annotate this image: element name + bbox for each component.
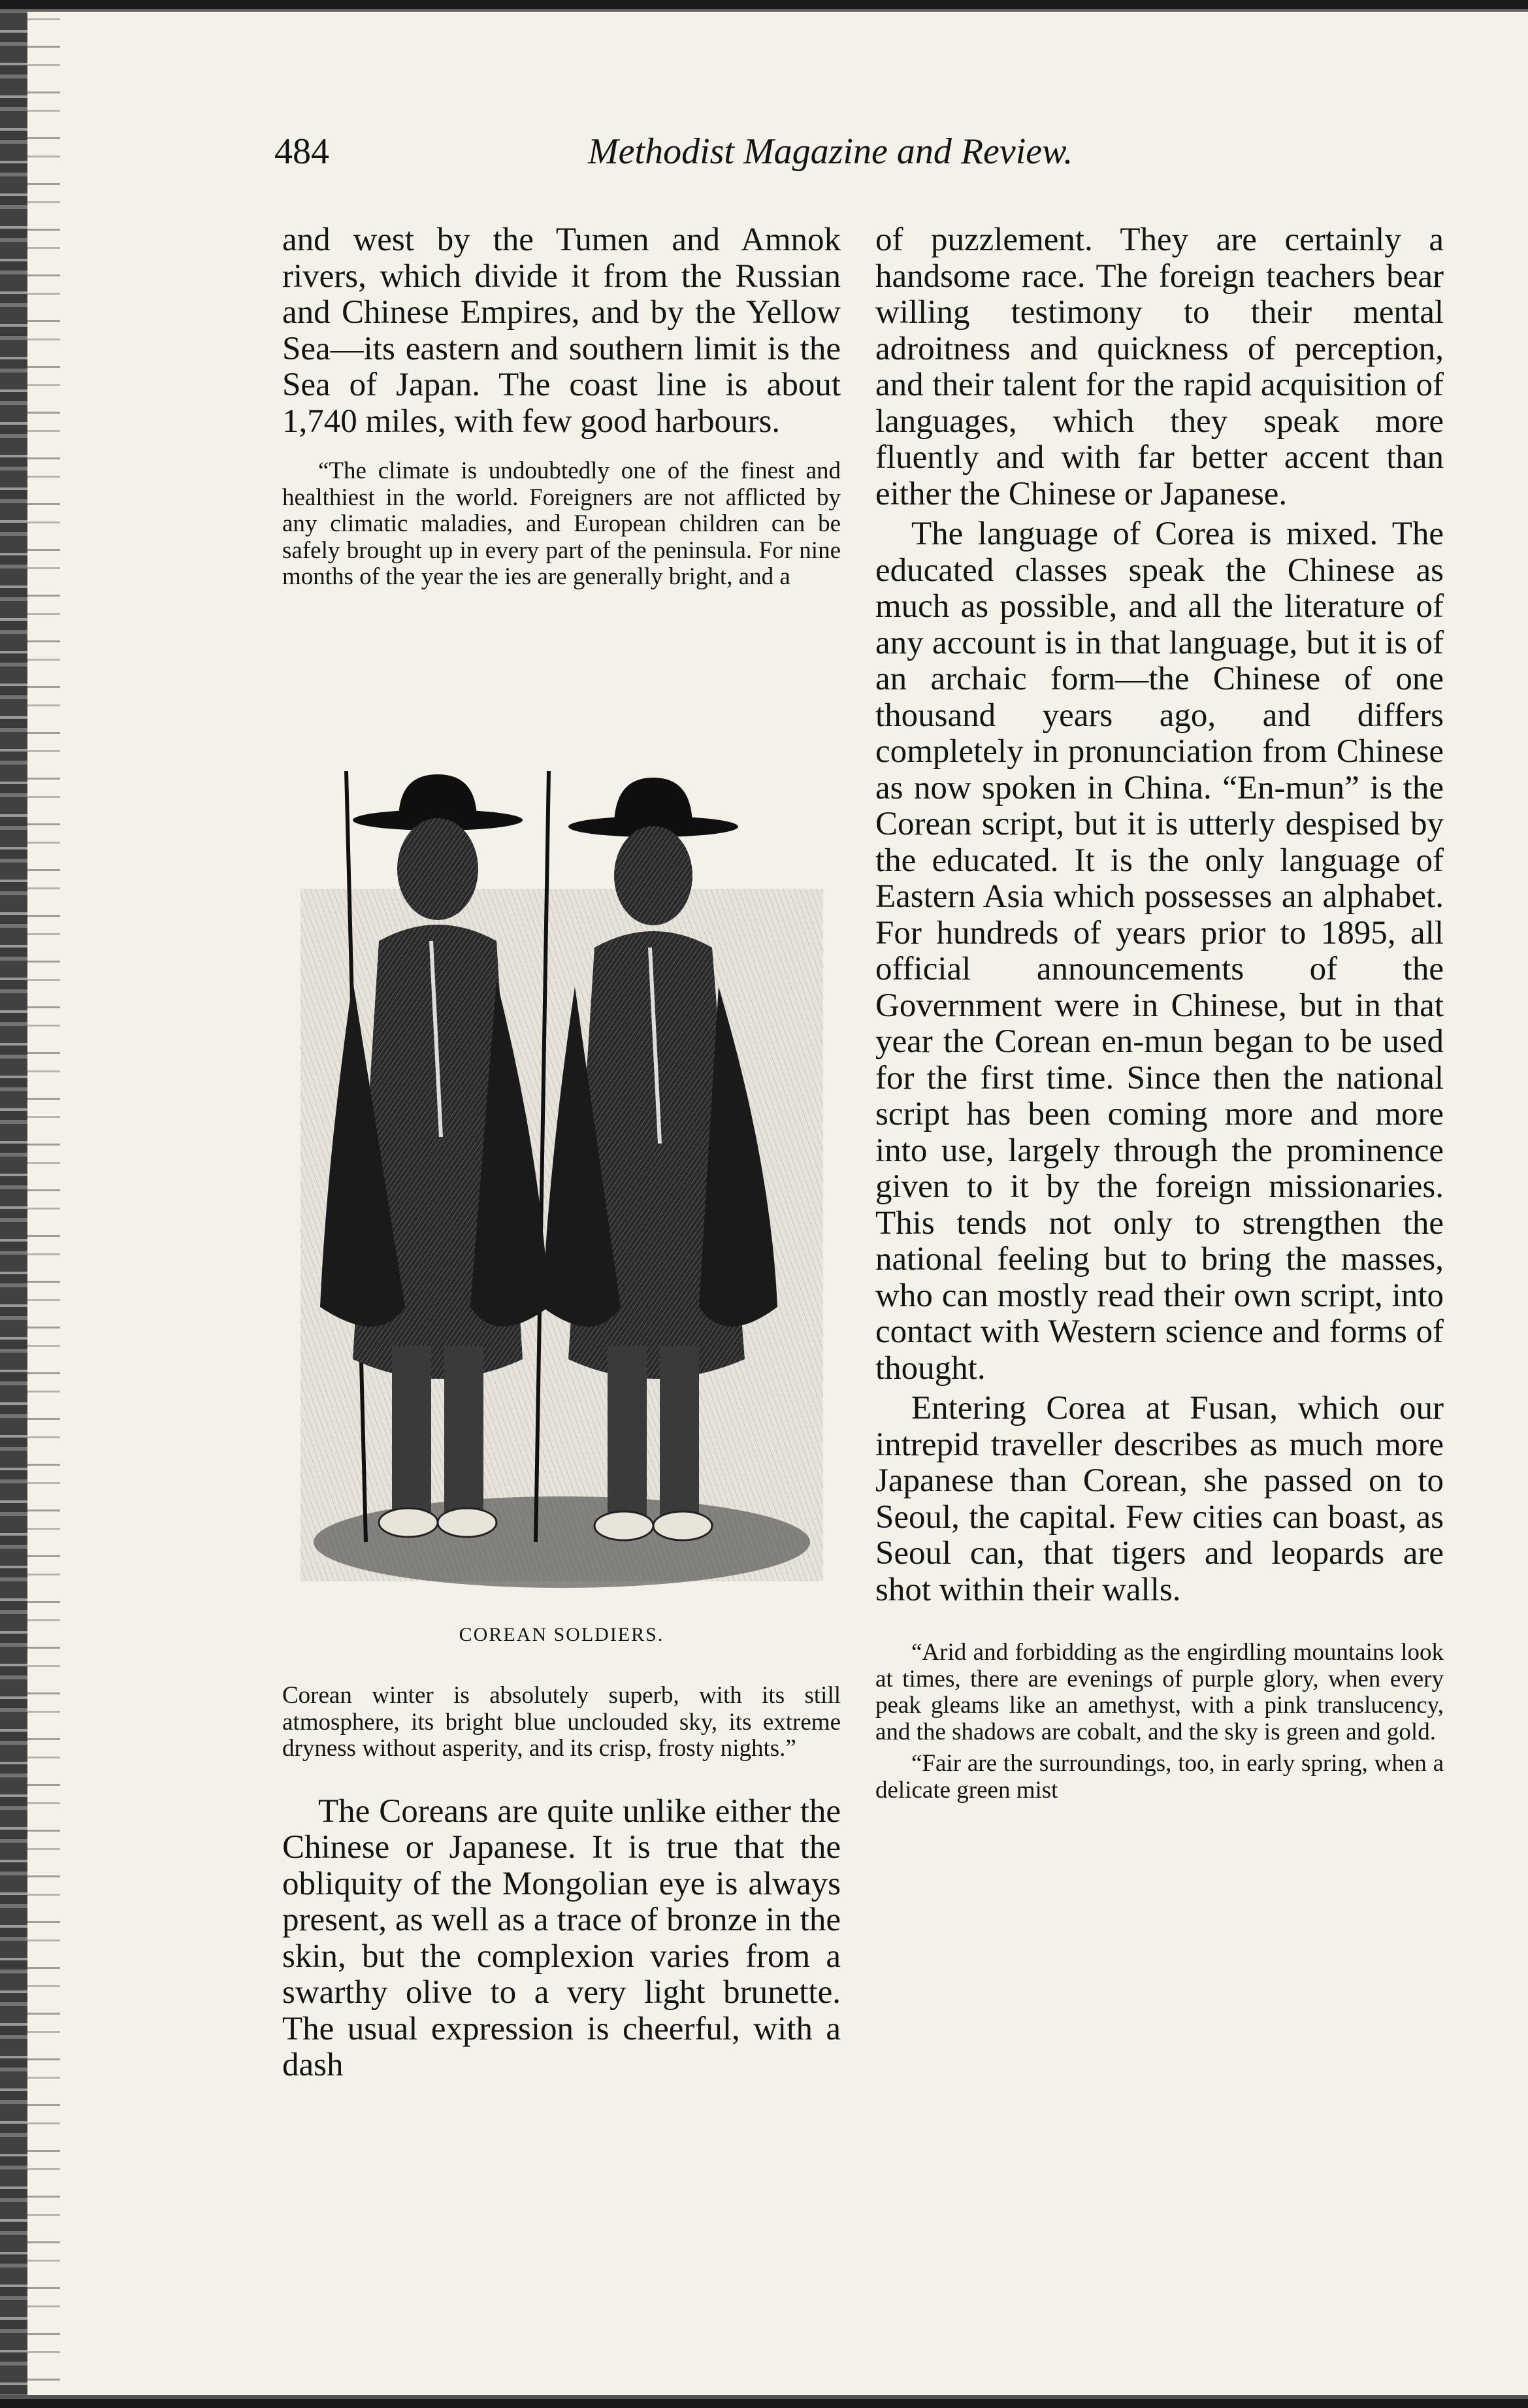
- corean-soldiers-illustration: [301, 771, 823, 1608]
- climate-quote-continued: Corean winter is absolutely superb, with its still atmosphere, its bright blue unclouded sky, its extreme dryness without asperity, and its crisp, frosty nights.”: [282, 1682, 841, 1762]
- mountains-quote: “Arid and forbidding as the engirdling mountains look at times, there are evenings of purple glory, when every peak gleams like an amethyst, with a pink translucency, and the shadows are cobalt, and the sky is green and gold.: [875, 1639, 1444, 1745]
- spring-quote: “Fair are the surroundings, too, in early spring, when a delicate green mist: [875, 1750, 1444, 1804]
- page-bottom-edge: [0, 2391, 1528, 2408]
- right-paragraph-2: The language of Corea is mixed. The educated classes speak the Chinese as much as possible, and all the literature of any account is in that language, but it is of an archaic form—the Chinese of one thousand years ago, and differs completely in pronunciation from Chinese as now spoken in China. “En-mun” is the Corean script, but it is utterly despised by the educated. It is the only language of Eastern Asia which possesses an alphabet. For hundreds of years prior to 1895, all official announcements of the Government were in Chinese, but in that year the Corean en-mun began to be used for the first time. Since then the national script has been coming more and more into use, largely through the prominence given to it by the foreign missionaries. This tends not only to strengthen the national feeling but to bring the masses, who can mostly read their own script, into contact with Western science and forms of thought.: [875, 516, 1444, 1387]
- right-paragraph-1: of puzzlement. They are certainly a handsome race. The foreign teachers bear willing testimony to their mental adroitness and quickness of perception, and their talent for the rapid acquisition of languages, which they speak more fluently and with far better accent than either the Chinese or Japanese.: [875, 222, 1444, 512]
- page-top-edge: [0, 0, 1528, 16]
- page-header: [274, 131, 1150, 176]
- left-paragraph-2: The Coreans are quite unlike either the Chinese or Japanese. It is true that the obliquity of the Mongolian eye is always present, as well as a trace of bronze in the skin, but the complexion varies from a swarthy olive to a very light brunette. The usual expression is cheerful, with a dash: [282, 1792, 841, 2083]
- book-spine-shadow: [0, 0, 27, 2408]
- illustration-caption: COREAN SOLDIERS.: [459, 1624, 664, 1645]
- running-head: Methodist Magazine and Review.: [588, 131, 1073, 172]
- left-column-bottom: [282, 1683, 841, 2084]
- right-paragraph-3: Entering Corea at Fusan, which our intrepid traveller describes as much more Japanese than Corean, she passed on to Seoul, the capital. Few cities can boast, as Seoul can, that tigers and leopards are shot within their walls.: [875, 1390, 1444, 1608]
- left-column-top: [282, 222, 841, 591]
- left-paragraph-1: and west by the Tumen and Amnok rivers, which divide it from the Russian and Chinese Empires, and by the Yellow Sea—its eastern and southern limit is the Sea of Japan. The coast line is about 1,740 miles, with few good harbours.: [282, 222, 841, 440]
- climate-quote: “The climate is undoubtedly one of the finest and healthiest in the world. Foreigners are not afflicted by any climatic maladies, and European children can be safely brought up in every part of the peninsula. For nine months of the year the ies are generally bright, and a: [282, 457, 841, 590]
- right-column: [875, 222, 1444, 1804]
- book-spine-texture: [27, 0, 60, 2408]
- page-number: 484: [274, 131, 329, 172]
